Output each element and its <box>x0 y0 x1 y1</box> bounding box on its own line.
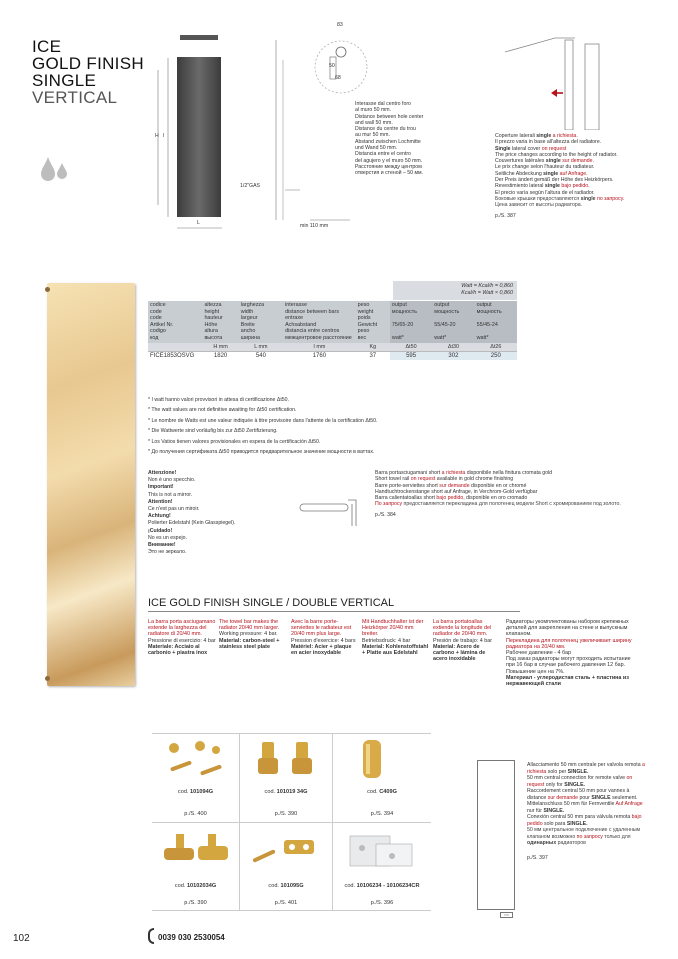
product-code-4: cod. 101095G <box>268 883 304 889</box>
product-ref-3: p./S. 390 <box>184 900 207 906</box>
product-image-2 <box>355 738 395 784</box>
product-code-1: cod. 101019 34G <box>264 789 308 795</box>
product-image-1 <box>248 738 326 784</box>
lang-col-ru: Радиаторы укомплектованы набором крепежных деталей для закрепления на стене и выпускным клапаном. Перекладина для полотенец увеличивает ширину радиатора на 20/40 мм. Рабочее давление - 4 бар Под заказ радиаторы могут проходить испытание при 16 бар в случае рабочего давления 12 бар. Повышение цен на 7%. Материал - углеродистая сталь + пластина из нержавеющей стали <box>506 619 632 688</box>
product-ref-5: p./S. 396 <box>370 900 394 906</box>
title-line-4: VERTICAL <box>32 88 118 107</box>
water-drops-icon <box>40 153 70 185</box>
dimension-lines <box>150 40 390 240</box>
towel-bar-note: Barra portasciugamani short a richiesta disponibile nella finitura cromata gold Short towel rail on request available in gold chrome finishing Barre porte-serviettes short sur demande disponible en or chromé Handtuchtrockenstange short auf Anfrage, in Verchrom-Gold verfügbar Barra calientatoallas short bajo pedido, disponible en oro cromado По запросу предоставляется перекладина для полотенец модели Short с хромированием под золото. p./S. 384 <box>375 470 621 518</box>
connection-note: Allacciamento 50 mm centrale per valvola remota a richiesta solo per SINGLE. 50 mm central connection for remote valve on request only for SINGLE. Raccordement central 50 mm pour vannes à distance sur demande pour SINGLE seulement. Mittelanschluss 50 mm für Fernventile Auf Anfrage nur für SINGLE. Conexión central 50 mm para válvula remota bajo pedido solo para SINGLE. 50 мм центральное подключение с удаленным клапаном возможно по запросу только для одинарных радиаторов p./S. 397 <box>527 762 645 861</box>
dim-h: H <box>155 133 159 139</box>
title-line-3: SINGLE <box>32 71 97 90</box>
dim-min: min 110 mm <box>300 223 329 229</box>
phone-number: 0039 030 2530054 <box>158 933 225 942</box>
bracket-bottom <box>45 676 50 681</box>
dim-50: 50 <box>329 63 335 69</box>
lang-col-de: Mit Handtuchhalter ist der Heizkörper 20/40 mm breiter. Betriebsdruck: 4 bar Material: Kohlenstoffstahl + Platte aus Edelstahl <box>362 619 429 657</box>
product-image-5 <box>340 826 424 880</box>
product-code-5: cod. 10106234 - 10106234CR <box>344 883 420 889</box>
mirror-warning: Attenzione! Non è uno specchio. Important! This is not a mirror. Attention! Ce n'est pas un miroir. Achtung! Polierter Edelstahl (Kein Glasspiegel). ¡Cuidado! No es un espejo. Внимание! Это не зеркало. <box>148 470 236 556</box>
bracket-top <box>45 287 50 292</box>
dim-l: L <box>197 220 200 226</box>
cover-note: Coperture laterali single a richiesta. Il prezzo varia in base all'altezza del radiatore. Single lateral cover on request The price changes according to the height of radiator. Couvertures latérales single sur demande. Le prix change selon l'hauteur du radiateur. Seitliche Abdeckung single auf Anfrage. Der Preis ändert gemäß der Höhe des Heizkörpers. Revestimiento lateral single bajo pedido. El precio varía según l'altura de el radiador. Боковые крышки предоставляются single по запросу. Цена зависит от высоты радиатора. p./S. 387 <box>495 133 655 219</box>
product-ref-1: p./S. 390 <box>274 811 298 817</box>
page-number: 102 <box>13 933 30 944</box>
section-title: ICE GOLD FINISH SINGLE / DOUBLE VERTICAL <box>148 597 395 609</box>
towel-bar-drawing <box>298 490 366 530</box>
product-code-3: cod. 10102034G <box>174 883 217 889</box>
phone-icon <box>148 928 154 944</box>
lang-col-it: La barra porta asciugamano estende la larghezza del radiatore di 20/40 mm. Pressione di esercizio: 4 bar Materiale: Acciaio al carbonio + piastra inox <box>148 619 216 657</box>
product-image-4 <box>248 828 326 878</box>
side-cover-drawing <box>495 30 615 130</box>
lang-col-en: The towel bar makes the radiator 20/40 mm larger. Working pressure: 4 bar. Material: carbon-steel + stainless steel plate <box>219 619 280 650</box>
product-code-0: cod. 101094G <box>177 789 214 795</box>
cover-ref: p./S. 387 <box>495 212 516 219</box>
product-ref-4: p./S. 401 <box>274 900 298 906</box>
dim-68: 68 <box>335 75 341 81</box>
dim-gas: 1/2"GAS <box>240 183 261 189</box>
table-row: FICE1853OSVG 1820 540 1760 37 595 302 250 <box>148 351 517 360</box>
product-title <box>32 38 144 106</box>
title-line-1: ICE <box>32 37 62 56</box>
radiator-outline-drawing <box>477 760 515 910</box>
dim-83: 83 <box>337 22 343 28</box>
product-ref-2: p./S. 394 <box>370 811 394 817</box>
section-divider <box>148 611 520 612</box>
product-code-2: cod. C409G <box>367 789 397 795</box>
gold-radiator-image <box>47 283 135 686</box>
product-image-3 <box>160 828 232 878</box>
formula-box: Watt = Kcal/h = 0,860 Kcal/h = Watt × 0,860 <box>393 281 517 300</box>
product-ref-0: p./S. 400 <box>184 811 207 817</box>
title-line-2: GOLD FINISH <box>32 54 144 73</box>
lang-col-es: La barra portatoallas extiende la longitude del radiador de 20/40 mm. Presión de trabajo: 4 bar Material: Acero de carbono + lámina de acero inoxidable <box>433 619 493 663</box>
watt-notes: * I watt hanno valori provvisori in attesa di certificazione Δt50. * The watt values are not definitive awaiting for Δt50 certification. * Le nombre de Watts est une valeur indiquée à titre provisoire dans l'attente de la certification Δt50. * Die Wattwerte sind vorläufig bis zur Δt50 Zertifizierung. * Los Vatios tienen valores provisionales en espera de la certificación Δt50. * До получения сертификата Δt50 приводится предварительное значение мощности в ваттах. <box>148 397 378 456</box>
distance-note: Interasse dal centro foro al muro 50 mm. Distance between hole center and wall 50 mm. Distance du centre du trou au mur 50 mm. Abstand zwischen Lochmitte und Wand 50 mm. Distancia entre el centro del agujero y el muro 50 mm. Расстояние между центром отверстия и стеной – 50 мм. <box>355 101 424 177</box>
dim-i: I <box>163 133 165 139</box>
product-image-0 <box>160 738 232 784</box>
lang-col-fr: Avec la barre porte-serviettes le radiateur est 20/40 mm plus large. Pression d'exercice: 4 bars Matériel: Acier + plaque en acier inoxydable <box>291 619 356 657</box>
valve-connection-icon: ○○ <box>500 912 513 918</box>
spec-table: codice code code Artikel Nr. codigo код altezza height hauteur Höhe altura высота larghezza width largeur Breite ancho ширина interasse distance between bars entraxe Achsabstand distancia entre centros межцентровое расстояние peso weight poids Gewicht peso вес output мощность 75/65-20 watt* output мощность 55/45-20 watt* output мощность 55/45-24 watt* H mm L mm I mm Kg Δt50 Δt30 Δt26 FICE1853OSVG 1820 540 1760 37 595 302 250 <box>148 301 517 360</box>
